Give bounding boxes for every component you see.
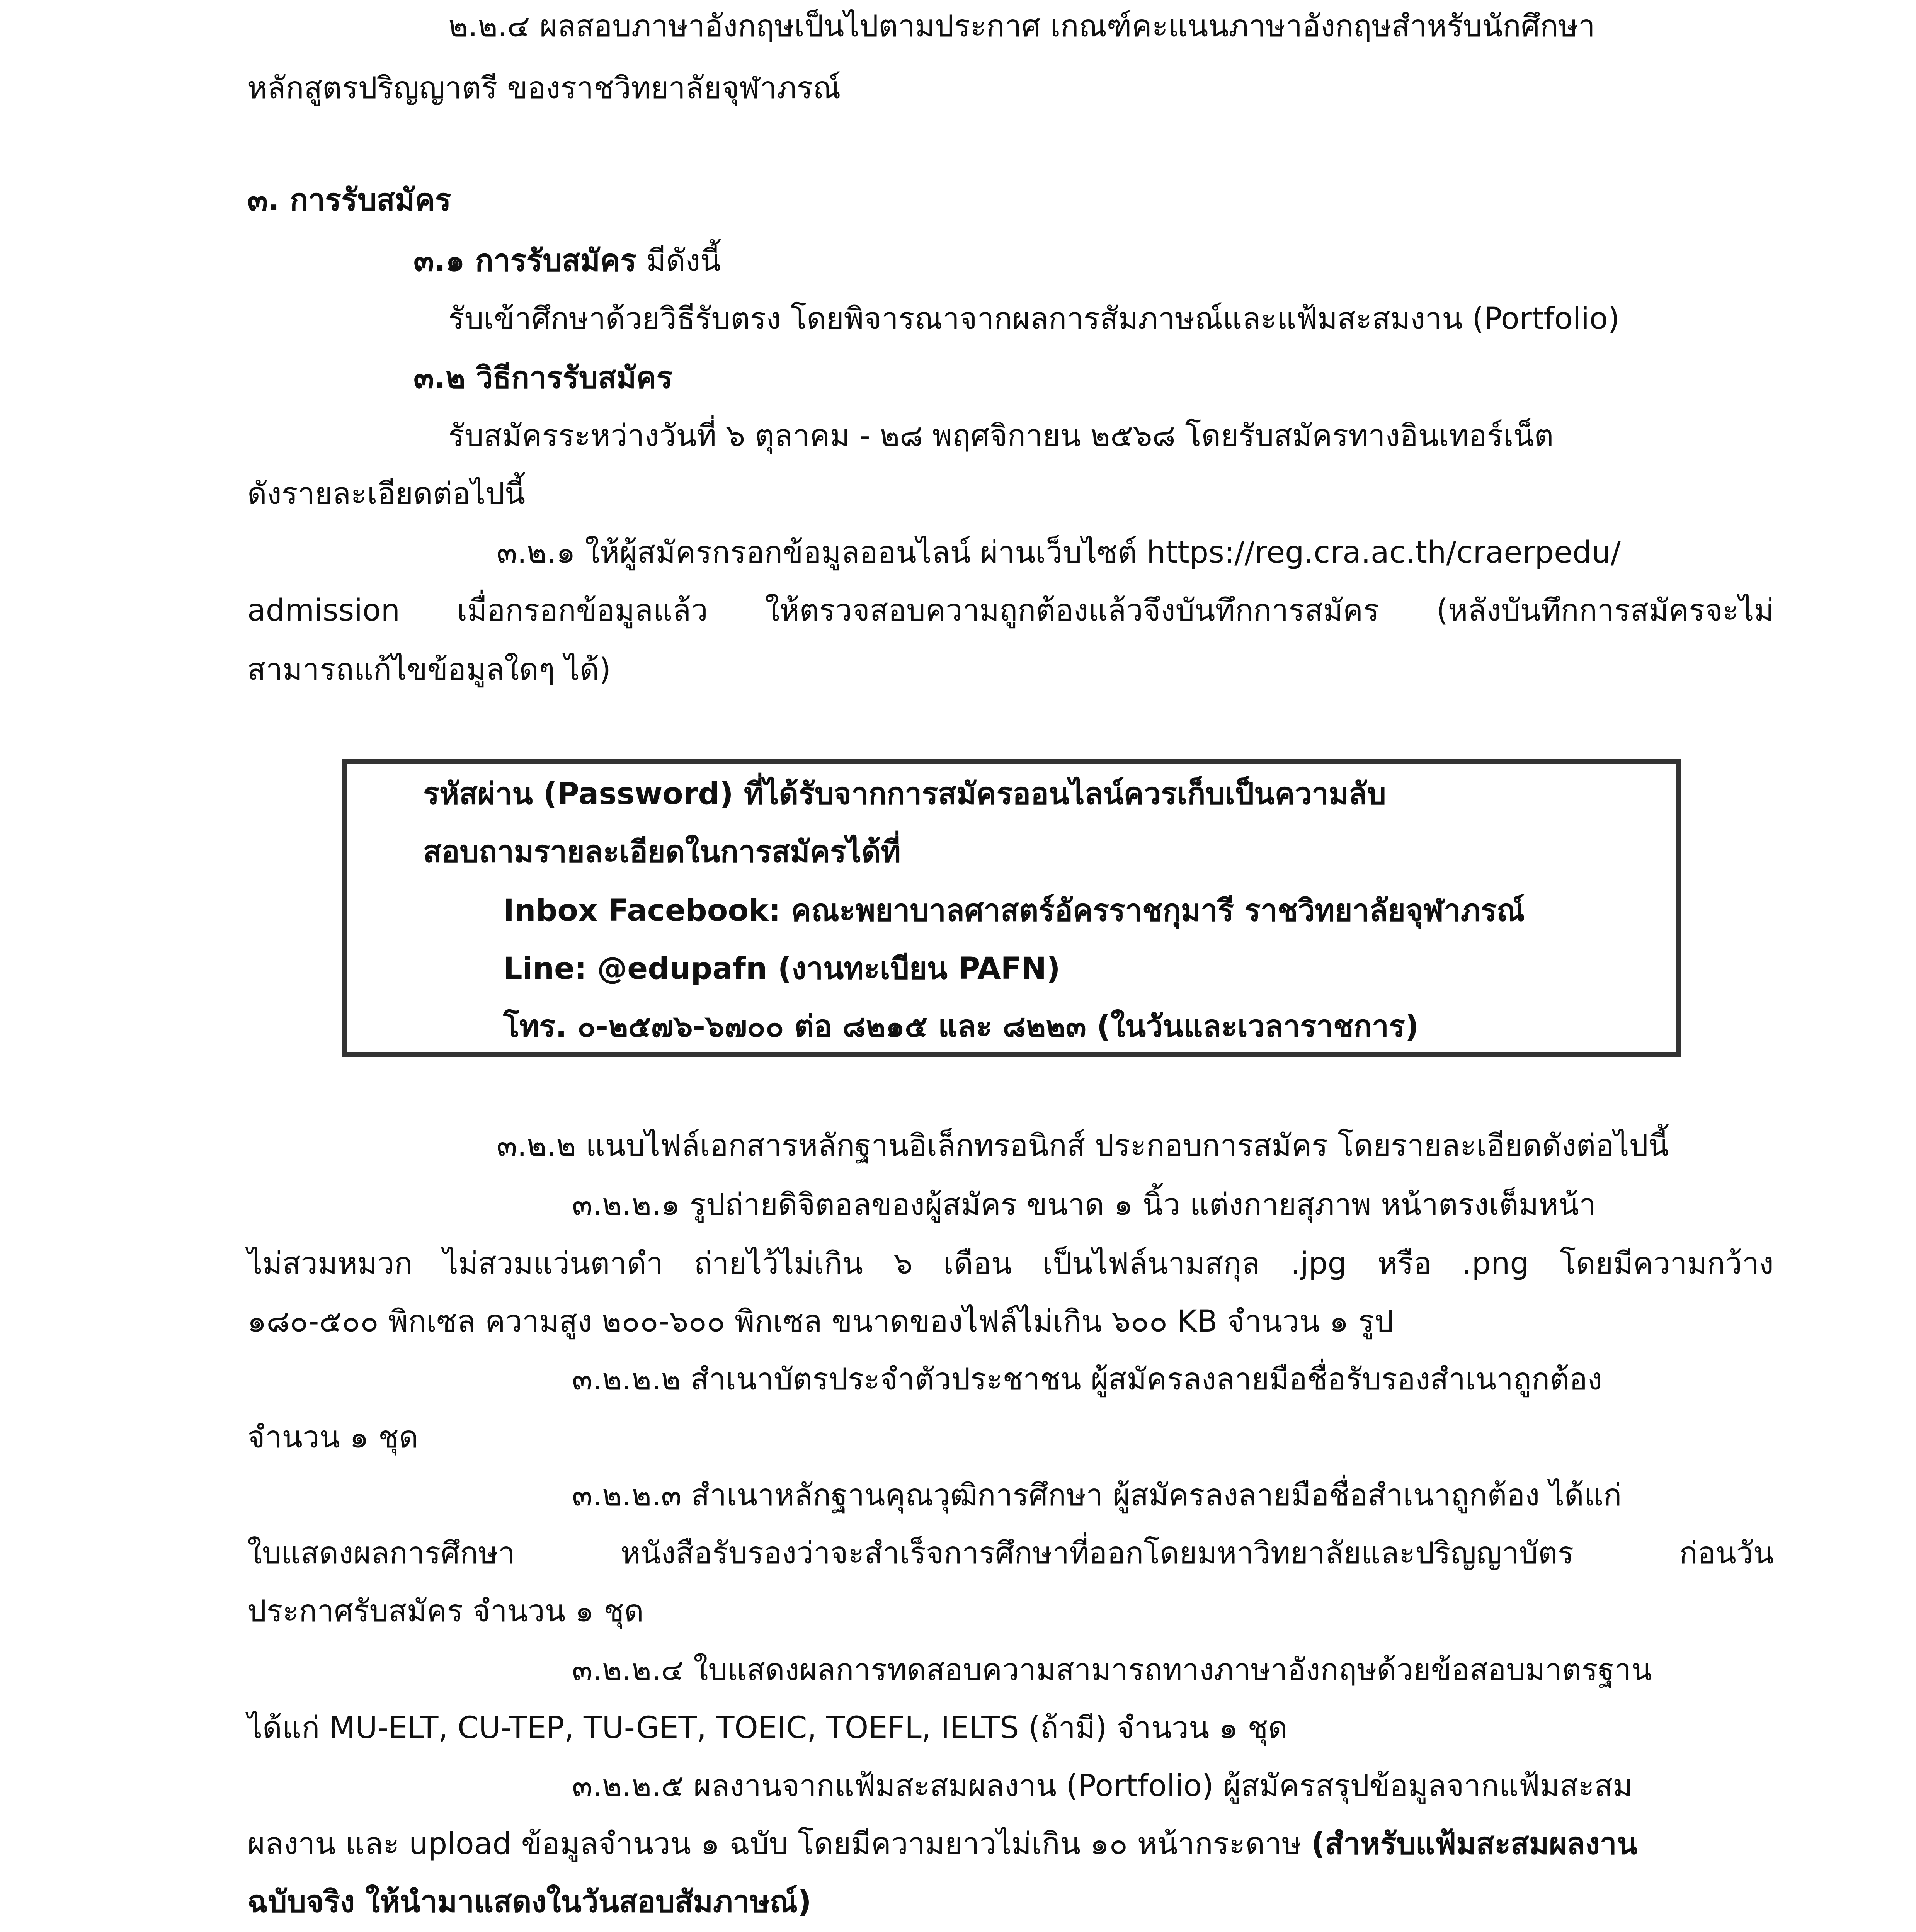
para-2-2-4-line1: ๒.๒.๔ ผลสอบภาษาอังกฤษเป็นไปตามประกาศ เกณฑ์คะแนนภาษาอังกฤษสำหรับนักศึกษา <box>448 9 1595 44</box>
item-3-2-2-4-line1: ๓.๒.๒.๔ ใบแสดงผลการทดสอบความสามารถทางภาษาอังกฤษด้วยข้อสอบมาตรฐาน <box>572 1653 1652 1687</box>
word: .jpg <box>1290 1246 1347 1281</box>
item-3-2-1-line1: ๓.๒.๑ ให้ผู้สมัครกรอกข้อมูลออนไลน์ ผ่านเว็บไซต์ https://reg.cra.ac.th/craerpedu/ <box>497 535 1621 570</box>
item-3-2-2-1-line1: ๓.๒.๒.๑ รูปถ่ายดิจิตอลของผู้สมัคร ขนาด ๑ นิ้ว แต่งกายสุภาพ หน้าตรงเต็มหน้า <box>572 1187 1596 1222</box>
item-3-2-2-line1: ๓.๒.๒ แนบไฟล์เอกสารหลักฐานอิเล็กทรอนิกส์ ประกอบการสมัคร โดยรายละเอียดดังต่อไปนี้ <box>497 1128 1669 1163</box>
contact-phone: โทร. ๐-๒๕๗๖-๖๗๐๐ ต่อ ๘๒๑๕ และ ๘๒๒๓ (ในวันและเวลาราชการ) <box>503 1009 1419 1044</box>
word: หรือ <box>1377 1246 1432 1281</box>
word: เมื่อกรอกข้อมูลแล้ว <box>457 593 708 628</box>
word: admission <box>247 593 400 628</box>
word: (หลังบันทึกการสมัครจะไม่ <box>1436 593 1774 628</box>
contact-facebook: Inbox Facebook: คณะพยาบาลศาสตร์อัครราชกุมารี ราชวิทยาลัยจุฬาภรณ์ <box>503 893 1525 928</box>
section-3-2-heading: ๓.๒ วิธีการรับสมัคร <box>413 361 673 395</box>
word: ไม่สวมแว่นตาดำ <box>443 1246 664 1281</box>
word: .png <box>1462 1246 1529 1281</box>
section-3-1-title: ๓.๑ การรับสมัคร <box>413 243 637 278</box>
contact-line: Line: @edupafn (งานทะเบียน PAFN) <box>503 951 1060 986</box>
section-3-1-body: รับเข้าศึกษาด้วยวิธีรับตรง โดยพิจารณาจากผลการสัมภาษณ์และแฟ้มสะสมงาน (Portfolio) <box>448 301 1620 336</box>
item-3-2-2-5-line3: ฉบับจริง ให้นำมาแสดงในวันสอบสัมภาษณ์) <box>247 1884 812 1919</box>
section-3-2-line1: รับสมัครระหว่างวันที่ ๖ ตุลาคม - ๒๘ พฤศจิกายน ๒๕๖๘ โดยรับสมัครทางอินเทอร์เน็ต <box>448 418 1554 453</box>
word: ไม่สวมหมวก <box>247 1246 413 1281</box>
word: ถ่ายไว้ไม่เกิน <box>694 1246 863 1281</box>
item-3-2-2-5-line2 <box>247 1825 1637 1863</box>
word: หนังสือรับรองว่าจะสำเร็จการศึกษาที่ออกโดยมหาวิทยาลัยและปริญญาบัตร <box>620 1536 1574 1571</box>
item-3-2-2-3-line3: ประกาศรับสมัคร จำนวน ๑ ชุด <box>247 1594 644 1629</box>
section-3-1-heading <box>413 242 721 280</box>
password-notice: รหัสผ่าน (Password) ที่ได้รับจากการสมัครออนไลน์ควรเก็บเป็นความลับ <box>423 777 1386 811</box>
item-3-2-2-4-line2: ได้แก่ MU-ELT, CU-TEP, TU-GET, TOEIC, TOEFL, IELTS (ถ้ามี) จำนวน ๑ ชุด <box>247 1711 1288 1745</box>
para-2-2-4-line2: หลักสูตรปริญญาตรี ของราชวิทยาลัยจุฬาภรณ์ <box>247 71 841 105</box>
item-3-2-2-3-line1: ๓.๒.๒.๓ สำเนาหลักฐานคุณวุฒิการศึกษา ผู้สมัครลงลายมือชื่อสำเนาถูกต้อง ได้แก่ <box>572 1478 1622 1513</box>
portfolio-original-note: (สำหรับแฟ้มสะสมผลงาน <box>1311 1827 1638 1861</box>
word: เดือน <box>943 1246 1012 1281</box>
item-3-2-2-2-line1: ๓.๒.๒.๒ สำเนาบัตรประจำตัวประชาชน ผู้สมัครลงลายมือชื่อรับรองสำเนาถูกต้อง <box>572 1362 1602 1397</box>
item-3-2-1-line3: สามารถแก้ไขข้อมูลใดๆ ได้) <box>247 652 611 687</box>
item-3-2-2-1-line3: ๑๘๐-๕๐๐ พิกเซล ความสูง ๒๐๐-๖๐๐ พิกเซล ขนาดของไฟล์ไม่เกิน ๖๐๐ KB จำนวน ๑ รูป <box>247 1304 1394 1339</box>
portfolio-upload-text: ผลงาน และ upload ข้อมูลจำนวน ๑ ฉบับ โดยมีความยาวไม่เกิน ๑๐ หน้ากระดาษ <box>247 1827 1312 1861</box>
word: ๖ <box>893 1246 913 1281</box>
word: โดยมีความกว้าง <box>1560 1246 1774 1281</box>
contact-info-box <box>342 759 1681 1057</box>
word: ใบแสดงผลการศึกษา <box>247 1536 515 1571</box>
word: เป็นไฟล์นามสกุล <box>1042 1246 1260 1281</box>
section-3-heading: ๓. การรับสมัคร <box>247 183 451 218</box>
word: ให้ตรวจสอบความถูกต้องแล้วจึงบันทึกการสมัคร <box>765 593 1380 628</box>
word: ก่อนวัน <box>1679 1536 1774 1571</box>
section-3-2-line2: ดังรายละเอียดต่อไปนี้ <box>247 476 526 511</box>
contact-heading: สอบถามรายละเอียดในการสมัครได้ที่ <box>423 835 901 869</box>
item-3-2-2-5-line1: ๓.๒.๒.๕ ผลงานจากแฟ้มสะสมผลงาน (Portfolio) ผู้สมัครสรุปข้อมูลจากแฟ้มสะสม <box>572 1769 1633 1803</box>
item-3-2-2-3-line2 <box>247 1534 1774 1573</box>
item-3-2-2-1-line2 <box>247 1244 1774 1283</box>
section-3-1-suffix: มีดังนี้ <box>636 243 721 278</box>
item-3-2-2-2-line2: จำนวน ๑ ชุด <box>247 1420 419 1455</box>
item-3-2-1-line2 <box>247 591 1774 630</box>
